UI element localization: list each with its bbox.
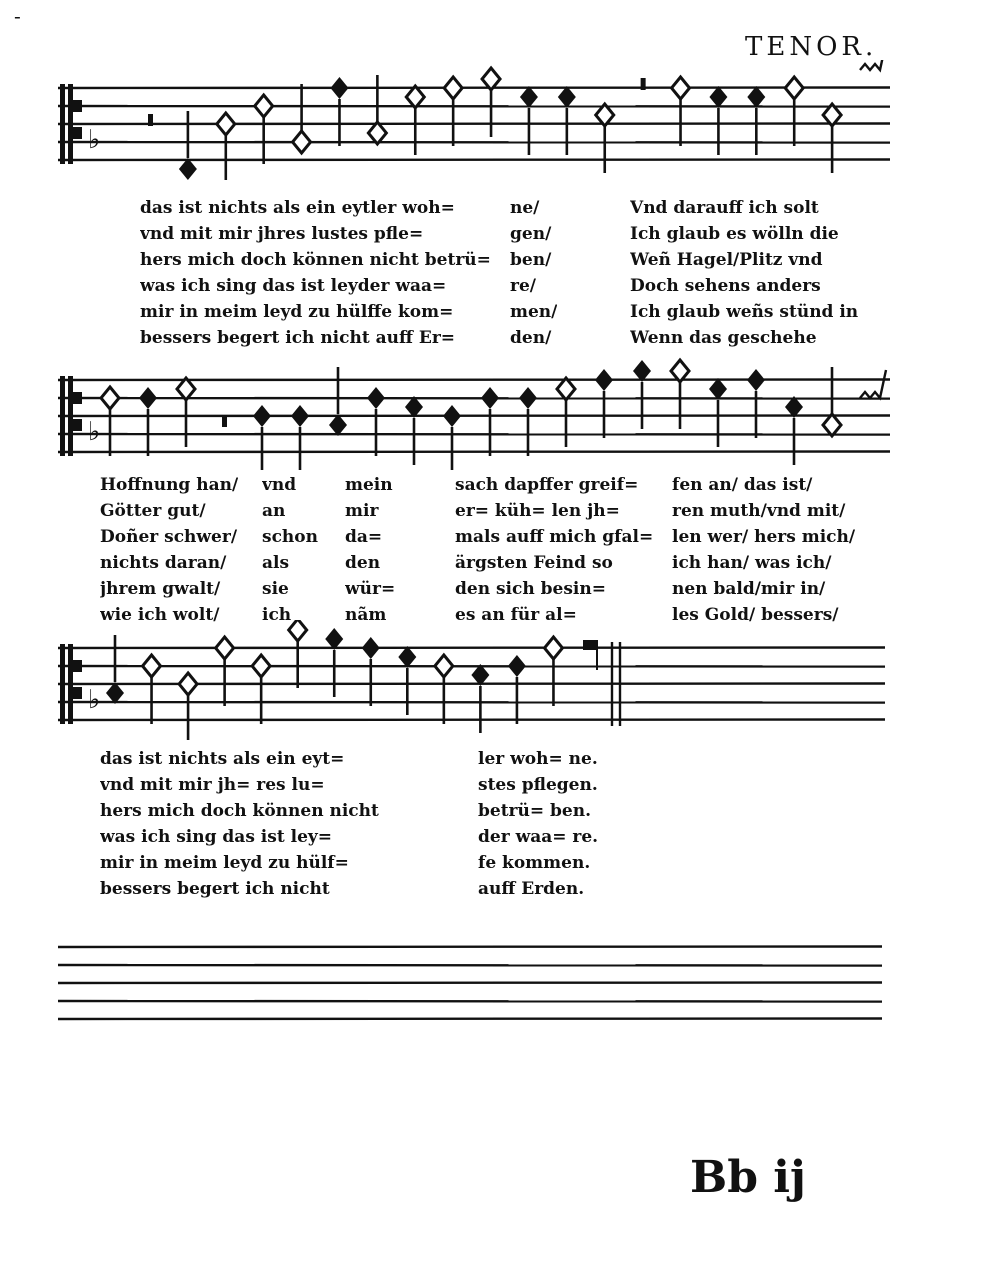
note [481, 387, 499, 456]
staff-line [58, 124, 890, 125]
note [291, 405, 309, 470]
lyric-line: Doch sehens anders [630, 276, 821, 296]
staff-1 [0, 60, 1000, 180]
note [671, 360, 689, 429]
note [368, 75, 386, 144]
note [293, 84, 311, 153]
corner-mark: - [14, 4, 21, 28]
lyric-column [140, 195, 491, 351]
lyric-line: mir in meim leyd zu hülffe kom= [140, 302, 454, 322]
lyric-column [630, 195, 858, 351]
lyrics-block-3 [0, 746, 1000, 906]
lyric-line: les Gold/ bessers/ [672, 605, 839, 625]
staff-line [58, 160, 890, 161]
staff-line [58, 1019, 882, 1020]
note [520, 86, 538, 155]
lyric-line: Götter gut/ [100, 501, 206, 521]
lyric-line: was ich sing das ist ley= [100, 827, 333, 847]
note [101, 387, 119, 456]
staff-line [58, 648, 885, 649]
note [252, 655, 270, 724]
note [747, 369, 765, 438]
note [139, 387, 157, 456]
flat-icon: ♭ [88, 125, 101, 155]
note [595, 369, 613, 438]
lyric-line: nen bald/mir in/ [672, 579, 826, 599]
rest-mark [641, 78, 646, 90]
lyric-line: Weñ Hagel/Plitz vnd [630, 250, 823, 270]
voice-label: TENOR. [745, 32, 878, 62]
lyric-line: sie [262, 579, 289, 599]
note [482, 68, 500, 137]
staff-line [58, 965, 882, 966]
staff-line [58, 452, 890, 453]
staff-line [58, 416, 890, 417]
note [444, 77, 462, 146]
lyric-line: ren muth/vnd mit/ [672, 501, 846, 521]
lyric-column [455, 472, 653, 628]
note [519, 387, 537, 456]
lyric-line: vnd mit mir jh= res lu= [100, 775, 325, 795]
lyric-line: Doñer schwer/ [100, 527, 238, 547]
note [143, 655, 161, 724]
lyric-line: fe kommen. [478, 853, 591, 873]
note [289, 620, 307, 688]
lyric-line: mir [345, 501, 379, 521]
staff-line [58, 666, 885, 667]
lyric-line: nãm [345, 605, 387, 625]
staff-line [58, 106, 890, 107]
lyrics-block-2 [0, 472, 1000, 632]
lyric-column [345, 472, 395, 628]
note [435, 655, 453, 724]
staff-4-empty [0, 935, 1000, 1035]
lyric-line: schon [262, 527, 318, 547]
lyric-line: den/ [510, 328, 552, 348]
lyric-line: nichts daran/ [100, 553, 227, 573]
lyric-line: den [345, 553, 381, 573]
lyric-line: was ich sing das ist leyder waa= [140, 276, 447, 296]
lyric-line: jhrem gwalt/ [100, 579, 221, 599]
lyric-line: an [262, 501, 286, 521]
lyric-line: bessers begert ich nicht auff Er= [140, 328, 456, 348]
lyric-line: fen an/ das ist/ [672, 475, 813, 495]
lyric-line: es an für al= [455, 605, 577, 625]
lyric-line: Ich glaub es wölln die [630, 224, 839, 244]
note [255, 95, 273, 164]
note [330, 77, 348, 146]
staff-2 [0, 350, 1000, 470]
note [362, 637, 380, 706]
staff-line [58, 88, 890, 89]
note [709, 86, 727, 155]
lyric-line: hers mich doch können nicht [100, 801, 379, 821]
staff-line [58, 702, 885, 703]
note [216, 637, 234, 706]
lyric-line: men/ [510, 302, 558, 322]
note [823, 367, 841, 436]
lyric-column [510, 195, 557, 351]
note [558, 86, 576, 155]
note [367, 387, 385, 456]
lyric-column [672, 472, 855, 628]
note [557, 378, 575, 447]
lyric-line: ne/ [510, 198, 540, 218]
lyric-line: da= [345, 527, 383, 547]
note [785, 77, 803, 146]
lyric-line: re/ [510, 276, 536, 296]
lyric-line: vnd mit mir jhres lustes pfle= [140, 224, 424, 244]
note [709, 378, 727, 447]
lyric-column [100, 746, 379, 902]
note [329, 367, 347, 436]
lyric-line: Ich glaub weñs stünd in [630, 302, 859, 322]
note [106, 635, 124, 704]
staff-line [58, 947, 882, 948]
flat-icon: ♭ [88, 417, 101, 447]
lyric-line: len wer/ hers mich/ [672, 527, 856, 547]
staff-line [58, 1001, 882, 1002]
note [398, 646, 416, 715]
lyric-line: wür= [345, 579, 396, 599]
rest-mark [222, 415, 227, 427]
lyric-line: der waa= re. [478, 827, 599, 847]
lyric-line: Wenn das geschehe [630, 328, 817, 348]
note [785, 396, 803, 465]
staff-line [58, 142, 890, 143]
note [508, 655, 526, 724]
staff-line [58, 720, 885, 721]
lyric-line: wie ich wolt/ [100, 605, 220, 625]
staff-line [58, 983, 882, 984]
note [177, 378, 195, 447]
lyric-line: er= küh= len jh= [455, 501, 620, 521]
staff-3 [0, 620, 1000, 740]
note [823, 104, 841, 173]
note [179, 111, 197, 180]
note [672, 77, 690, 146]
lyric-line: stes pflegen. [478, 775, 598, 795]
lyric-line: ich han/ was ich/ [672, 553, 832, 573]
lyric-line: bessers begert ich nicht [100, 879, 330, 899]
note [253, 405, 271, 470]
lyric-line: das ist nichts als ein eytler woh= [140, 198, 455, 218]
lyric-line: vnd [262, 475, 297, 495]
note [179, 673, 197, 740]
note [405, 396, 423, 465]
lyric-line: hers mich doch können nicht betrü= [140, 250, 491, 270]
lyric-line: ler woh= ne. [478, 749, 598, 769]
rest-mark [148, 114, 153, 126]
custos-icon [860, 370, 886, 398]
flat-icon: ♭ [88, 685, 101, 715]
lyric-line: mals auff mich gfal= [455, 527, 654, 547]
note [633, 360, 651, 429]
lyric-column [100, 472, 238, 628]
lyric-line: mein [345, 475, 393, 495]
lyric-line: Vnd darauff ich solt [630, 198, 819, 218]
lyric-line: mir in meim leyd zu hülf= [100, 853, 349, 873]
lyric-line: den sich besin= [455, 579, 606, 599]
note [544, 637, 562, 706]
staff-line [58, 434, 890, 435]
lyrics-block-1 [0, 195, 1000, 355]
note [471, 664, 489, 733]
note [747, 86, 765, 155]
note [217, 113, 235, 180]
lyric-line: ärgsten Feind so [455, 553, 613, 573]
lyric-line: sach dapffer greif= [455, 475, 639, 495]
custos-icon [860, 60, 886, 70]
lyric-line: auff Erden. [478, 879, 585, 899]
lyric-line: betrü= ben. [478, 801, 592, 821]
lyric-line: Hoffnung han/ [100, 475, 239, 495]
note [325, 628, 343, 697]
note [406, 86, 424, 155]
note [443, 405, 461, 470]
lyric-line: ich [262, 605, 292, 625]
lyric-line: das ist nichts als ein eyt= [100, 749, 345, 769]
lyric-line: ben/ [510, 250, 552, 270]
lyric-column [478, 746, 598, 902]
lyric-line: gen/ [510, 224, 552, 244]
lyric-line: als [262, 553, 290, 573]
note [596, 104, 614, 173]
lyric-column [262, 472, 318, 628]
signature-mark: Bb ij [690, 1152, 806, 1203]
